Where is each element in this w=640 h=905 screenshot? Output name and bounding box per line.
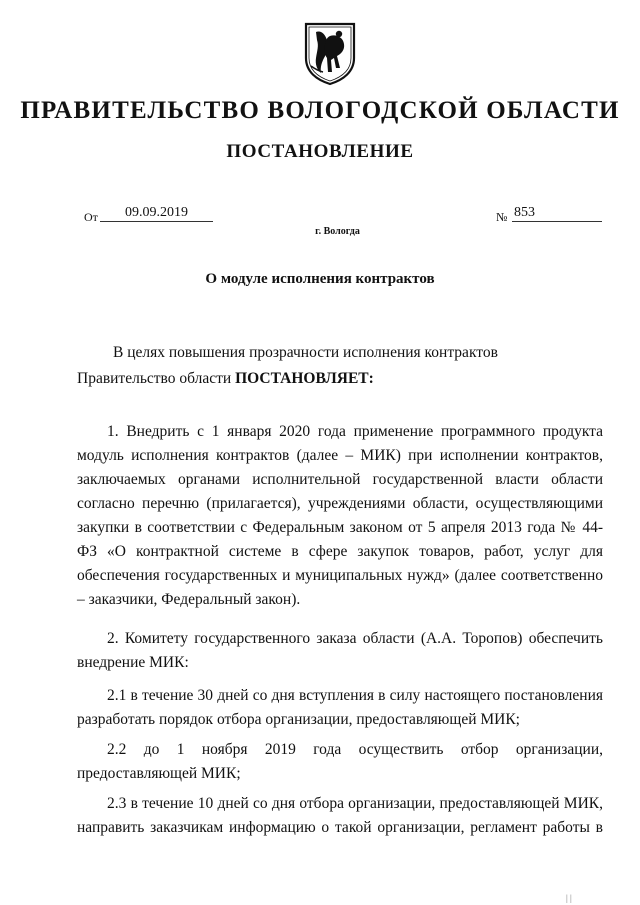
number-label: № — [496, 210, 508, 224]
government-title: ПРАВИТЕЛЬСТВО ВОЛОГОДСКОЙ ОБЛАСТИ — [20, 97, 620, 124]
coat-of-arms-icon — [303, 20, 357, 86]
paragraph-2-1: 2.1 в течение 30 дней со дня вступления в силу настоящего постановления разработать порядок отбора организации, предоставляющей МИК; — [77, 687, 603, 728]
document-city: г. Вологда — [315, 226, 360, 237]
decree-keyword: ПОСТАНОВЛЯЕТ: — [235, 370, 374, 387]
document-type: ПОСТАНОВЛЕНИЕ — [226, 141, 414, 162]
intro-subject: Правительство области — [77, 370, 236, 387]
date-label: От — [84, 210, 98, 224]
intro-text: В целях повышения прозрачности исполнения контрактов — [113, 344, 498, 361]
paragraph-2: 2. Комитету государственного заказа области (А.А. Торопов) обеспечить внедрение МИК: — [77, 630, 603, 671]
document-date: 09.09.2019 — [100, 205, 213, 222]
intro-decree-line — [77, 367, 603, 391]
page-mark: | | — [566, 893, 572, 903]
document-subject: О модуле исполнения контрактов — [205, 271, 435, 287]
paragraph-2-2: 2.2 до 1 ноября 2019 года осуществить отбор организации, предоставляющей МИК; — [77, 741, 603, 782]
paragraph-1: 1. Внедрить с 1 января 2020 года применение программного продукта модуль исполнения контрактов (далее – МИК) при исполнении контрактов, заключаемых органами исполнительной государственной власти области согласно перечню (прилагается), учреждениями области, осуществляющими закупки в соответствии с Федеральным законом от 5 апреля 2013 года № 44-ФЗ «О контрактной системе в сфере закупок товаров, работ, услуг для обеспечения государственных и муниципальных нужд» (далее соответственно – заказчики, Федеральный закон). — [77, 423, 603, 608]
paragraph-2-3: 2.3 в течение 10 дней со дня отбора организации, предоставляющей МИК, направить заказчикам информацию о такой организации, регламент работы в — [77, 795, 603, 836]
intro-line — [77, 341, 603, 365]
document-number: 853 — [512, 205, 602, 222]
